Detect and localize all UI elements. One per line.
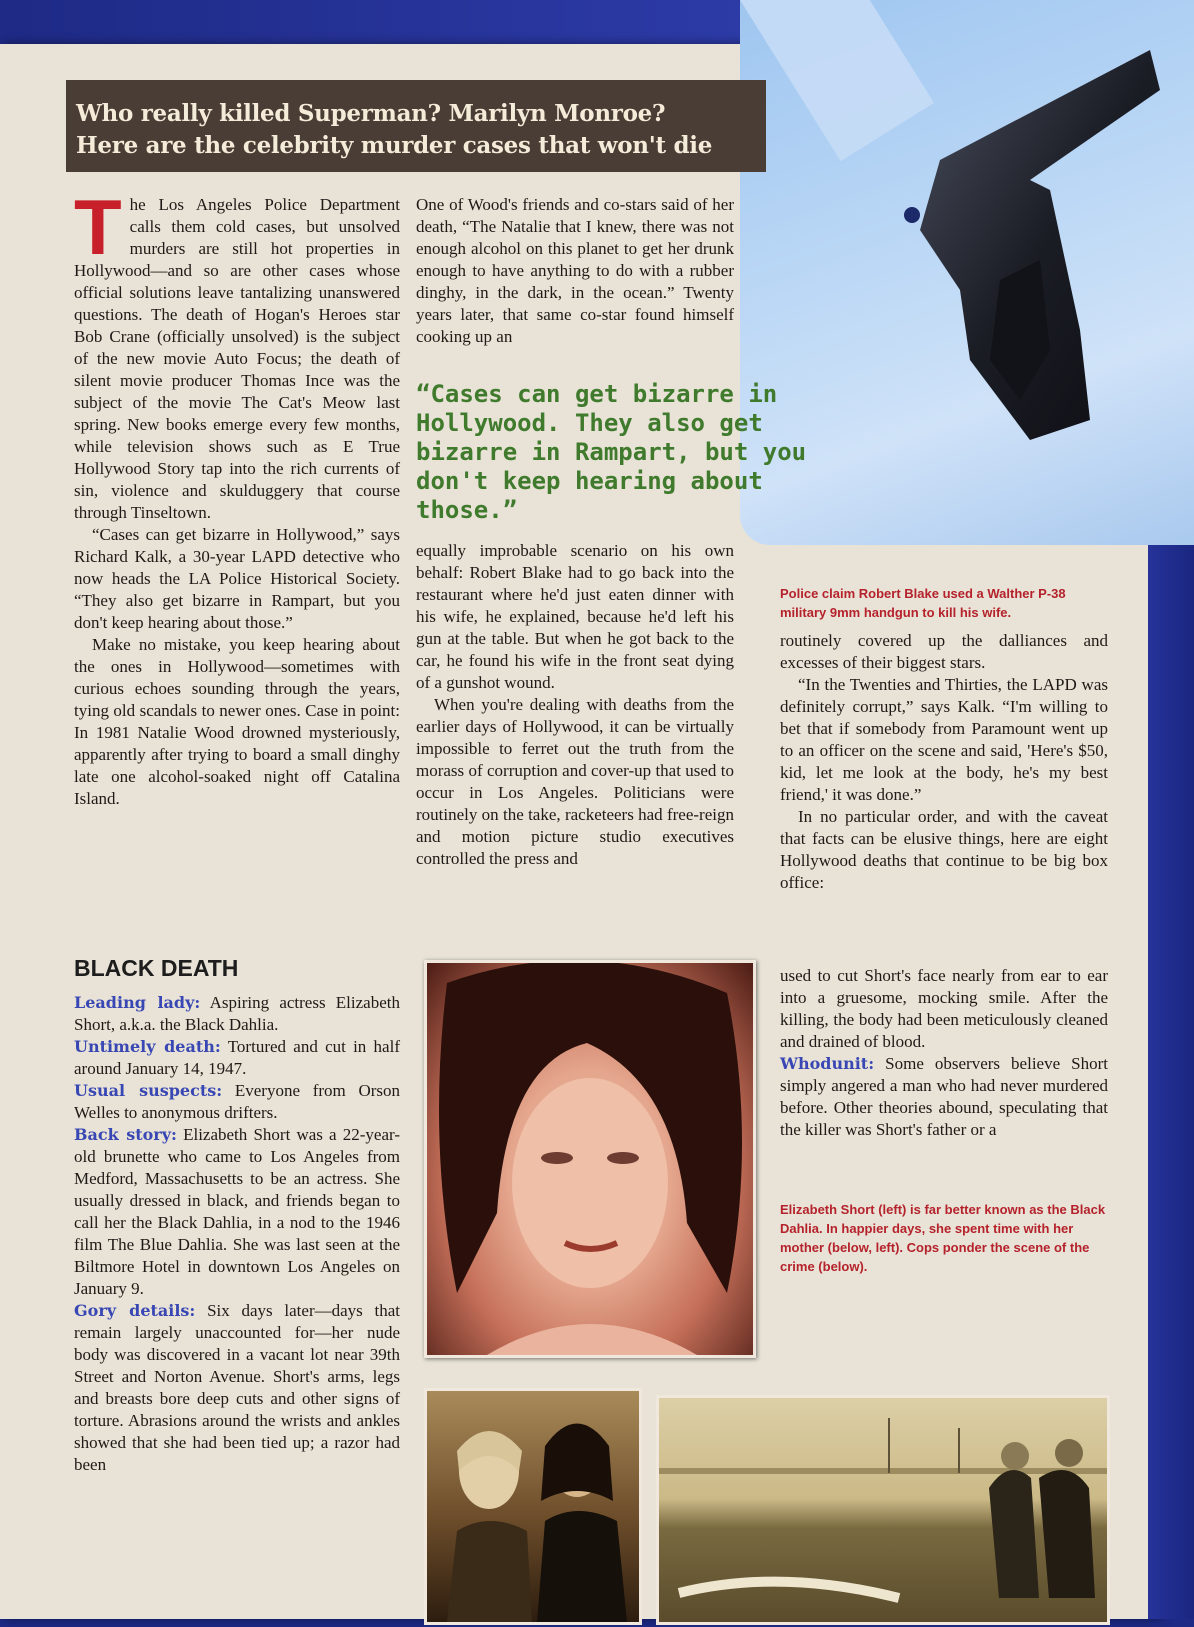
article-paragraph: In no particular order, and with the caveat that facts can be elusive things, here are eight Hollywood deaths that continue to be big box office: (780, 807, 1108, 892)
article-paragraph: he Los Angeles Police Department calls them cold cases, but unsolved murders are still hot properties in Hollywood—and so are other cases whose official solutions leave tantalizing unanswered questions. The death of Hogan's Heroes star Bob Crane (officially unsolved) is the subject of the new movie Auto Focus; the death of silent movie producer Thomas Ince was the subject of the movie The Cat's Meow last spring. New books emerge every few months, while television shows such as E True Hollywood Story tap into the rich currents of sin, violence and skulduggery that course through Tinseltown. (74, 195, 400, 522)
whodunit-text: Some observers believe Short simply angered a man who had never murdered before. Other theories abound, speculating that the killer was Short's father or a (780, 1054, 1108, 1139)
article-column-2-top (416, 194, 734, 348)
article-paragraph: Make no mistake, you keep hearing about the ones in Hollywood—sometimes with curious echoes sounding through the years, tying old scandals to newer ones. Case in point: In 1981 Natalie Wood drowned mysteriously, apparently after trying to board a small dinghy late one alcohol-soaked night off Catalina Island. (74, 635, 400, 808)
gory-details-continued: used to cut Short's face nearly from ear to ear into a gruesome, mocking smile. After the killing, the body had been meticulously cleaned and drained of blood. (780, 966, 1108, 1051)
article-paragraph: “Cases can get bizarre in Hollywood,” says Richard Kalk, a 30-year LAPD detective who now heads the LA Police Historical Society. “They also get bizarre in Rampart, but you don't keep hearing about those.” (74, 525, 400, 632)
handgun-photo (880, 30, 1160, 470)
usual-suspects-label: Usual suspects: (74, 1081, 223, 1100)
gory-details-label: Gory details: (74, 1301, 196, 1320)
article-paragraph: One of Wood's friends and co-stars said of her death, “The Natalie that I knew, there was not enough alcohol on this planet to get her drunk enough to have anything to do with a rubber dinghy, in the dark, in the ocean.” Twenty years later, that same co-star found himself cooking up an (416, 195, 734, 346)
mother-photo (424, 1388, 642, 1625)
untimely-death-text: Tortured and cut in half around January 14, 1947. (74, 1037, 400, 1078)
back-story-text: Elizabeth Short was a 22-year-old brunette who came to Los Angeles from Medford, Massachusetts to be an actress. She usually dressed in black, and friends began to call her the Black Dahlia, in a nod to the 1946 film The Blue Dahlia. She was last seen at the Biltmore Hotel in downtown Los Angeles on January 9. (74, 1125, 401, 1298)
article-column-1 (74, 183, 400, 810)
case-title: BLACK DEATH (74, 955, 239, 981)
article-paragraph: routinely covered up the dalliances and excesses of their biggest stars. (780, 631, 1108, 672)
crime-scene-photo (656, 1395, 1110, 1625)
photo-caption: Elizabeth Short (left) is far better known as the Black Dahlia. In happier days, she spent time with her mother (below, left). Cops ponder the scene of the crime (below). (780, 1202, 1106, 1274)
black-dahlia-portrait (424, 960, 756, 1358)
article-column-2-bottom (416, 540, 734, 870)
drop-cap: T (74, 183, 122, 271)
article-paragraph: “In the Twenties and Thirties, the LAPD was definitely corrupt,” says Kalk. “I'm willing to bet that if somebody from Paramount went up to an officer on the scene and said, 'Here's $50, kid, let me look at the body, he's my best friend,' it was done.” (780, 675, 1108, 804)
article-paragraph: equally improbable scenario on his own behalf: Robert Blake had to go back into the restaurant where he'd just eaten dinner with his wife, he explained, because he'd left his gun at the table. But when he got back to the car, he found his wife in the front seat dying of a gunshot wound. (416, 541, 734, 692)
article-column-3 (780, 630, 1108, 894)
pull-quote: “Cases can get bizarre in Hollywood. They also get bizarre in Rampart, but you don't keep hearing about those.” (416, 380, 807, 524)
whodunit-label: Whodunit: (780, 1054, 875, 1073)
article-paragraph: When you're dealing with deaths from the earlier days of Hollywood, it can be virtually impossible to ferret out the truth from the morass of corruption and cover-up that used to occur in Los Angeles. Politicians were routinely on the take, racketeers had free-reign and motion picture studio executives controlled the press and (416, 695, 734, 868)
portrait-illustration (427, 963, 753, 1355)
leading-lady-label: Leading lady: (74, 993, 201, 1012)
headline-banner (66, 80, 766, 172)
back-story-label: Back story: (74, 1125, 177, 1144)
crime-scene-illustration (659, 1398, 1107, 1622)
usual-suspects-text: Everyone from Orson Welles to anonymous drifters. (74, 1081, 401, 1122)
headline-line-1: Who really killed Superman? Marilyn Monroe? (76, 100, 666, 127)
headline-line-2: Here are the celebrity murder cases that won't die (76, 132, 713, 159)
case-column-3 (780, 965, 1108, 1141)
case-column-1 (74, 992, 400, 1476)
untimely-death-label: Untimely death: (74, 1037, 221, 1056)
gory-details-text: Six days later—days that remain largely unaccounted for—her nude body was discovered in a vacant lot near 39th Street and Norton Avenue. Short's arms, legs and breasts bore deep cuts and other signs of torture. Abrasions around the wrists and ankles showed that she had been tied up; a razor had been (74, 1301, 400, 1474)
gun-photo-caption: Police claim Robert Blake used a Walther P-38 military 9mm handgun to kill his wife. (780, 586, 1066, 620)
mother-illustration (427, 1391, 639, 1622)
leading-lady-text: Aspiring actress Elizabeth Short, a.k.a. the Black Dahlia. (74, 993, 400, 1034)
